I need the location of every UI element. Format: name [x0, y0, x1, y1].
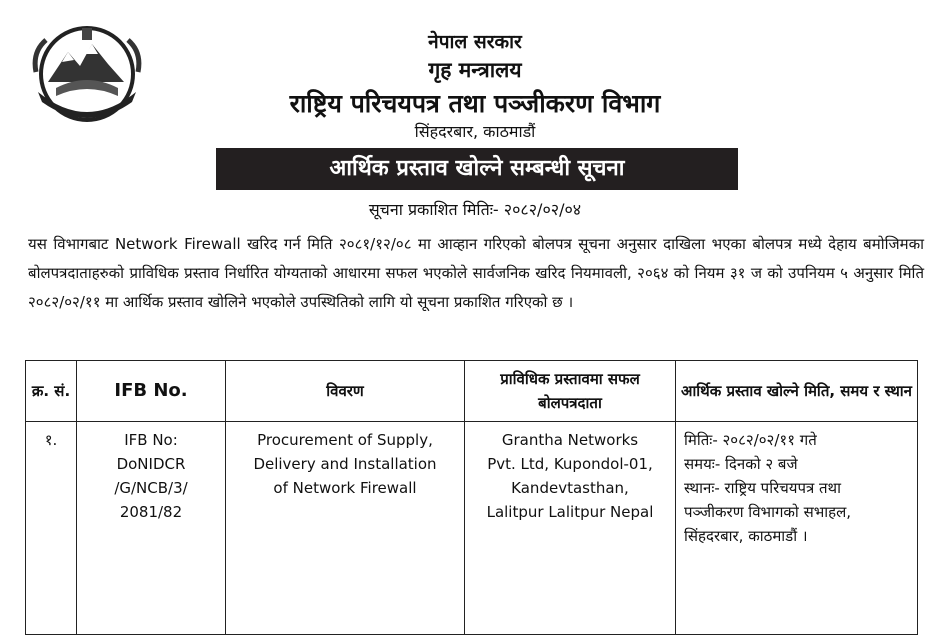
bidder-line: Lalitpur Lalitpur Nepal — [486, 503, 654, 521]
cell-schedule — [676, 422, 918, 635]
schedule-venue: सिंहदरबार, काठमाडौं । — [684, 527, 808, 545]
header-schedule: आर्थिक प्रस्ताव खोल्ने मिति, समय र स्थान — [676, 361, 918, 422]
department-name: राष्ट्रिय परिचयपत्र तथा पञ्जीकरण विभाग — [289, 89, 661, 118]
schedule-venue: पञ्जीकरण विभागको सभाहल, — [684, 503, 852, 521]
header-bidder: प्राविधिक प्रस्तावमा सफल बोलपत्रदाता — [465, 361, 676, 422]
bidder-line: Kandevtasthan, — [511, 479, 629, 497]
government-name: नेपाल सरकार — [428, 31, 522, 53]
schedule-venue: स्थानः- राष्ट्रिय परिचयपत्र तथा — [684, 479, 842, 497]
bid-opening-table — [25, 360, 918, 635]
publication-date: सूचना प्रकाशित मितिः- २०८२/०२/०४ — [368, 200, 582, 219]
schedule-date: मितिः- २०८२/०२/११ गते — [684, 431, 817, 449]
ifb-line: DoNIDCR — [116, 455, 186, 473]
bidder-line: Grantha Networks — [501, 431, 639, 449]
ifb-line: IFB No: — [124, 431, 178, 449]
cell-bidder — [465, 422, 676, 635]
ifb-line: 2081/82 — [119, 503, 183, 521]
office-address: सिंहदरबार, काठमाडौं — [414, 122, 536, 141]
cell-ifb — [77, 422, 226, 635]
notice-title-banner: आर्थिक प्रस्ताव खोल्ने सम्बन्धी सूचना — [216, 148, 738, 190]
notice-body: यस विभागबाट Network Firewall खरिद गर्न मिति २०८१/१२/०८ मा आव्हान गरिएको बोलपत्र सूचना अनुसार दाखिला भएका बोलपत्र मध्ये देहाय बमोजिमका बोलपत्रदाताहरुको प्राविधिक प्रस्ताव निर्धारित योग्यताको आधारमा सफल भएकोले सार्वजनिक खरिद नियमावली, २०६४ को नियम ३१ ज को उपनियम ५ अनुसार मिति २०८२/०२/११ मा आर्थिक प्रस्ताव खोलिने भएकोले उपस्थितिको लागि यो सूचना प्रकाशित गरिएको छ । — [28, 235, 924, 311]
ministry-name: गृह मन्त्रालय — [428, 58, 522, 82]
header-description: विवरण — [226, 361, 465, 422]
cell-description — [226, 422, 465, 635]
header-ifb: IFB No. — [77, 361, 226, 422]
ifb-line: /G/NCB/3/ — [114, 479, 188, 497]
header-serial: क्र. सं. — [26, 361, 77, 422]
description-line: Delivery and Installation — [253, 455, 437, 473]
description-line: of Network Firewall — [273, 479, 417, 497]
table-row — [26, 422, 918, 635]
schedule-time: समयः- दिनको २ बजे — [684, 455, 798, 473]
nepal-government-emblem — [28, 22, 146, 127]
bidder-line: Pvt. Ltd, Kupondol-01, — [487, 455, 653, 473]
cell-serial: १. — [26, 422, 77, 635]
description-line: Procurement of Supply, — [257, 431, 433, 449]
table-header-row — [26, 361, 918, 422]
